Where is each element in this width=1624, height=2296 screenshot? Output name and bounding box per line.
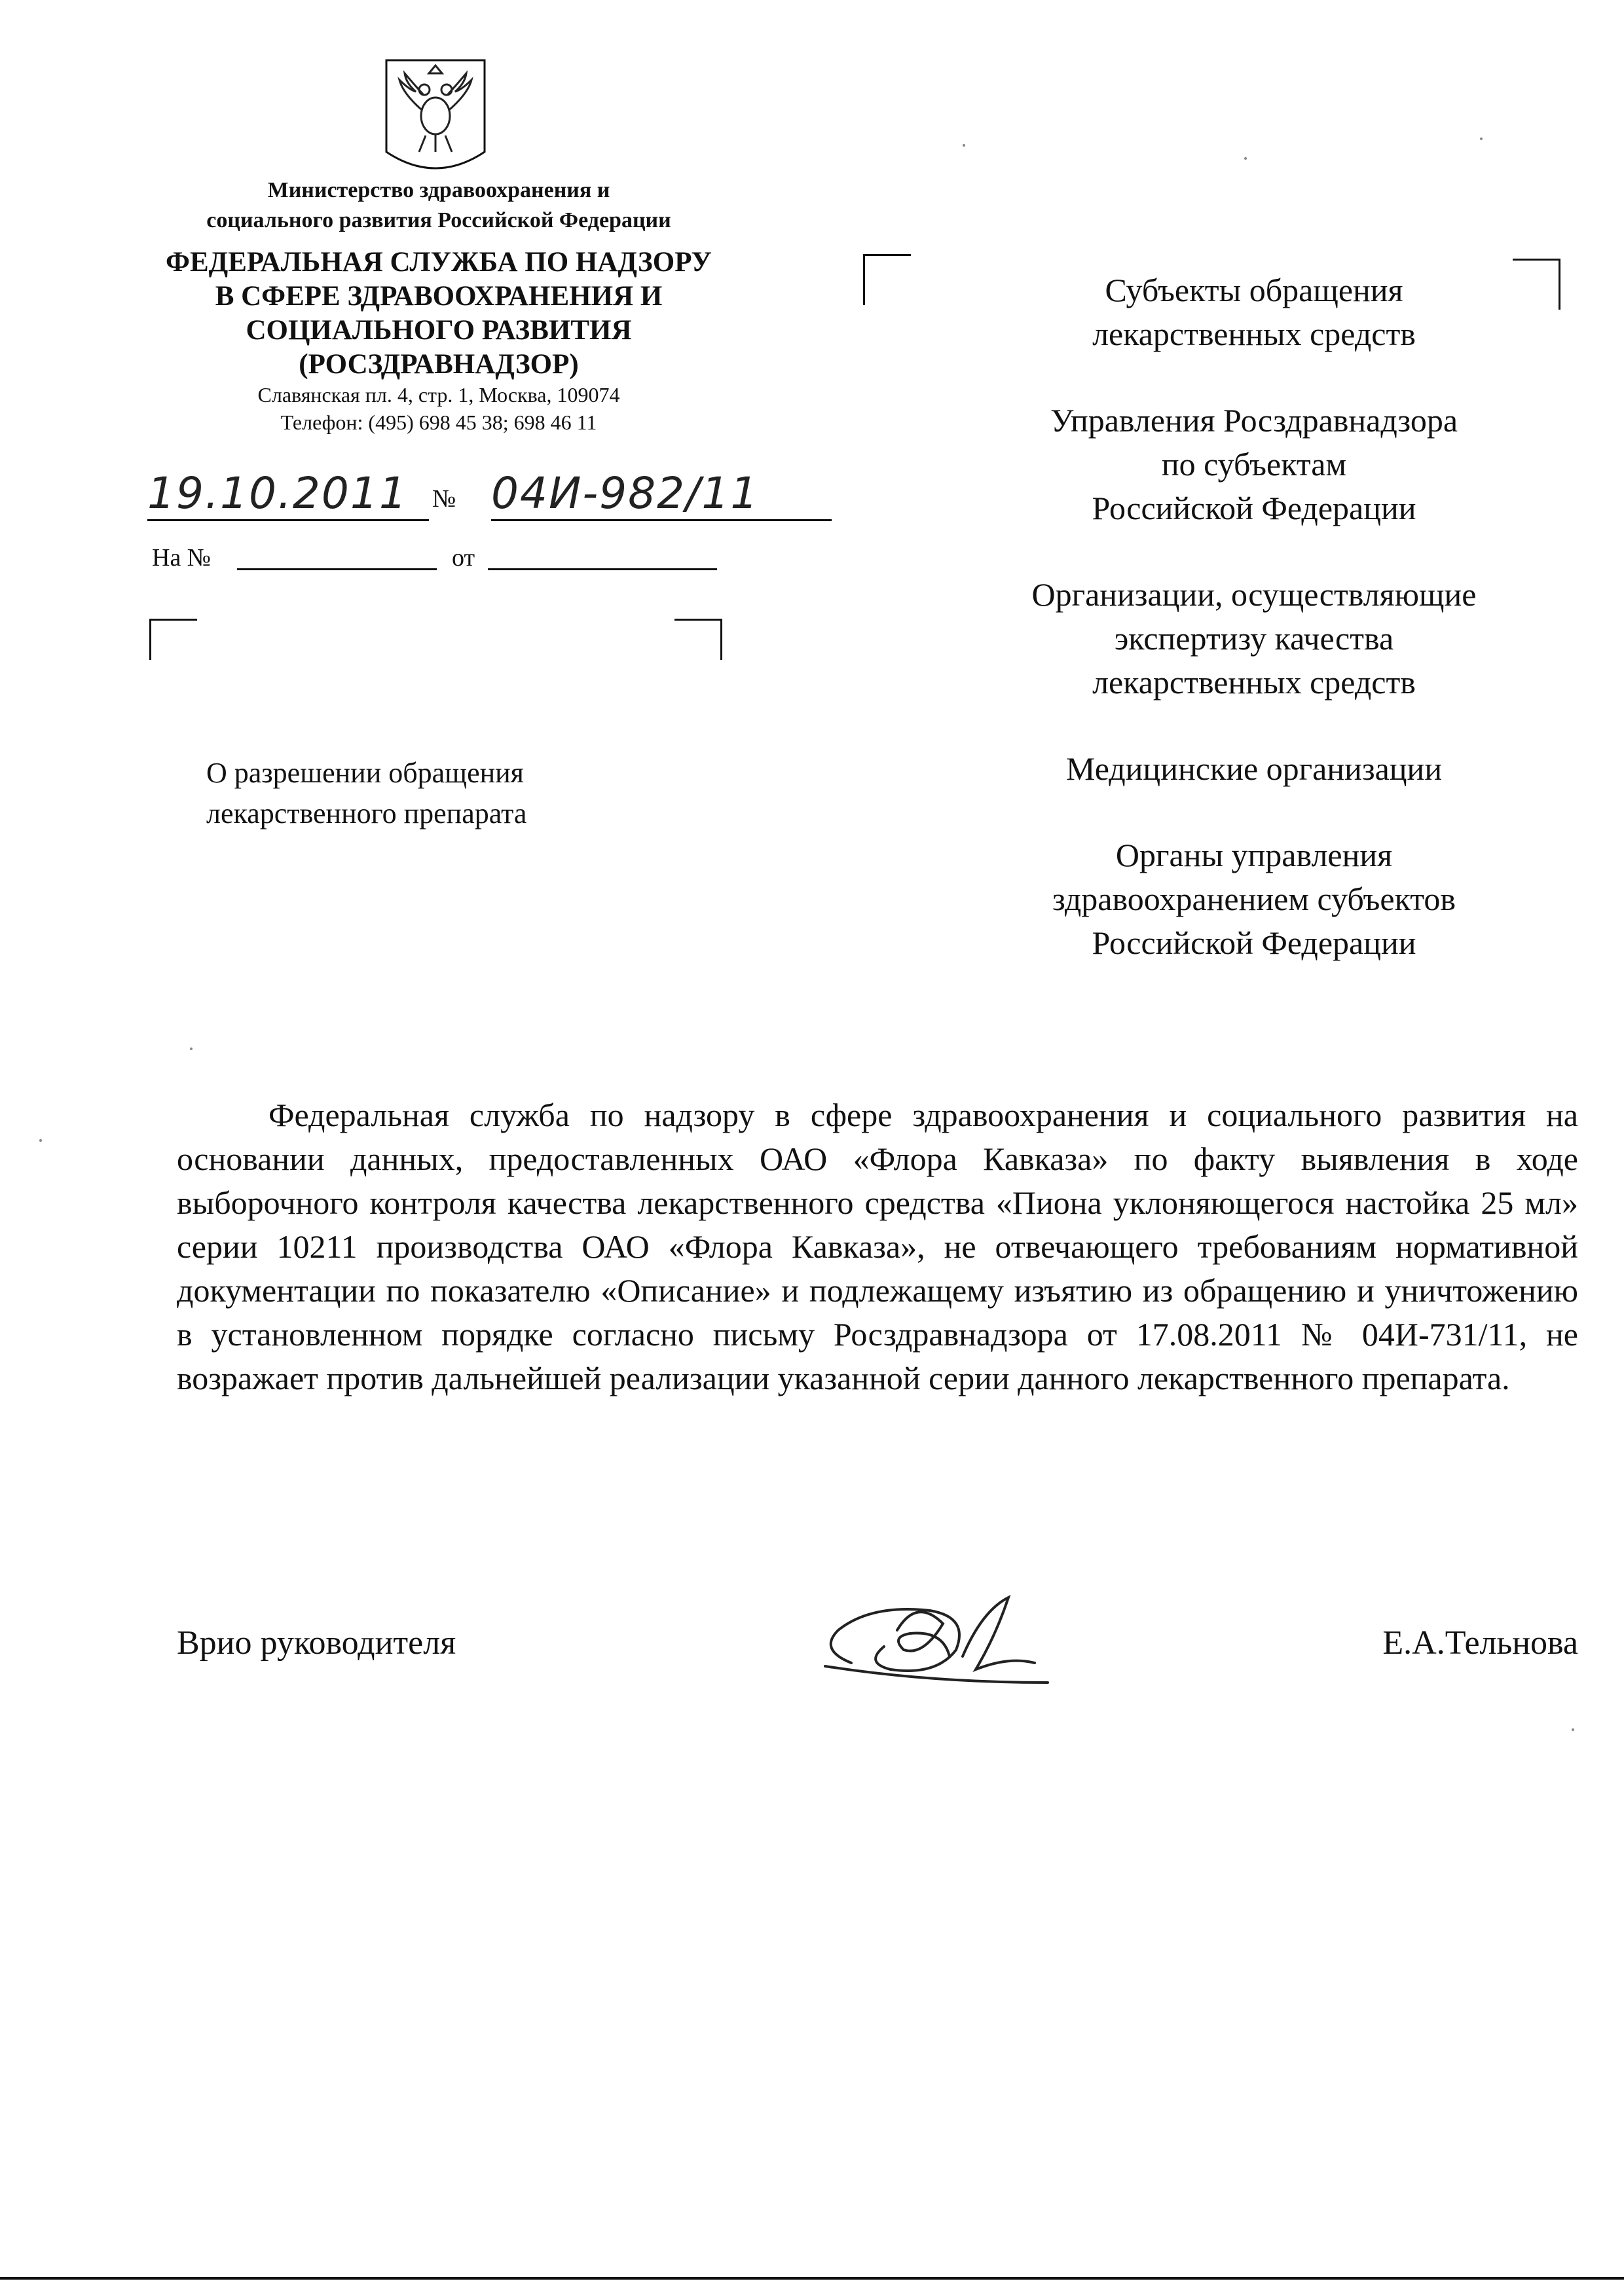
addressee-line: лекарственных средств bbox=[1092, 664, 1416, 701]
scan-speck bbox=[1572, 1728, 1574, 1731]
scan-speck bbox=[39, 1139, 42, 1142]
agency-line: СОЦИАЛЬНОГО РАЗВИТИЯ bbox=[246, 315, 632, 346]
state-emblem-icon bbox=[380, 54, 491, 178]
subject-line: лекарственного препарата bbox=[206, 797, 527, 829]
scan-speck bbox=[190, 1048, 193, 1050]
outgoing-number: 04И-982/11 bbox=[491, 468, 832, 521]
reference-from-label: от bbox=[452, 544, 475, 572]
signer-name: Е.А.Тельнова bbox=[1382, 1624, 1578, 1662]
reference-date-line bbox=[488, 568, 717, 570]
addressee-corner-left bbox=[863, 254, 911, 305]
agency-line: В СФЕРЕ ЗДРАВООХРАНЕНИЯ И bbox=[215, 281, 663, 312]
addressee-line: экспертизу качества bbox=[1114, 620, 1394, 657]
ministry-name bbox=[151, 175, 727, 236]
letter-body bbox=[177, 1093, 1578, 1400]
handwritten-signature-icon bbox=[812, 1584, 1061, 1702]
signer-title: Врио руководителя bbox=[177, 1624, 456, 1662]
subject-corner-left bbox=[149, 619, 197, 660]
agency-line: ФЕДЕРАЛЬНАЯ СЛУЖБА ПО НАДЗОРУ bbox=[166, 247, 712, 278]
scan-speck bbox=[963, 144, 965, 147]
ministry-line: Министерство здравоохранения и bbox=[267, 178, 610, 202]
addressee-line: здравоохранением субъектов bbox=[1052, 881, 1456, 917]
addressee-group bbox=[917, 747, 1591, 791]
addressee-group bbox=[917, 573, 1591, 704]
outgoing-date: 19.10.2011 bbox=[147, 468, 429, 521]
agency-address bbox=[151, 381, 727, 436]
addressee-line: по субъектам bbox=[1161, 446, 1347, 483]
addressee-list bbox=[917, 268, 1591, 1008]
addressee-group bbox=[917, 833, 1591, 965]
addressee-group bbox=[917, 399, 1591, 530]
scan-speck bbox=[1480, 137, 1483, 140]
reference-number-line bbox=[237, 568, 437, 570]
addressee-line: Организации, осуществляющие bbox=[1031, 576, 1477, 613]
number-label: № bbox=[432, 485, 456, 513]
letter-subject bbox=[206, 753, 526, 834]
addressee-line: Органы управления bbox=[1115, 837, 1393, 873]
subject-line: О разрешении обращения bbox=[206, 757, 524, 789]
agency-name bbox=[151, 246, 727, 382]
ministry-line: социального развития Российской Федерации bbox=[206, 208, 671, 232]
addressee-line: Российской Федерации bbox=[1092, 924, 1416, 961]
scan-speck bbox=[1244, 157, 1247, 160]
subject-corner-right bbox=[674, 619, 722, 660]
addressee-line: Медицинские организации bbox=[1065, 750, 1443, 787]
body-paragraph: Федеральная служба по надзору в сфере здравоохранения и социального развития на основании данных, предоставленных ОАО «Флора Кавказа» по факту выявления в ходе выборочного контроля качества лекарственного средства «Пиона уклоняющегося настойка 25 мл» серии 10211 производства ОАО «Флора Кавказа», не отвечающего требованиям нормативной документации по показателю «Описание» и подлежащему изъятию из обращению и уничтожению в установленном порядке согласно письму Росздравнадзора от 17.08.2011 № 04И-731/11, не возражает против дальнейшей реализации указанной серии данного лекарственного препарата. bbox=[177, 1097, 1578, 1396]
addressee-line: Управления Росздравнадзора bbox=[1050, 402, 1458, 439]
address-line: Славянская пл. 4, стр. 1, Москва, 109074 bbox=[257, 383, 620, 407]
addressee-line: Российской Федерации bbox=[1092, 490, 1416, 526]
reference-label: На № bbox=[152, 544, 212, 572]
scan-bottom-edge bbox=[0, 2277, 1624, 2280]
addressee-line: лекарственных средств bbox=[1092, 316, 1416, 352]
agency-line: (РОСЗДРАВНАДЗОР) bbox=[299, 349, 579, 380]
addressee-line: Субъекты обращения bbox=[1105, 272, 1403, 308]
address-line: Телефон: (495) 698 45 38; 698 46 11 bbox=[280, 410, 597, 434]
addressee-group bbox=[917, 268, 1591, 356]
